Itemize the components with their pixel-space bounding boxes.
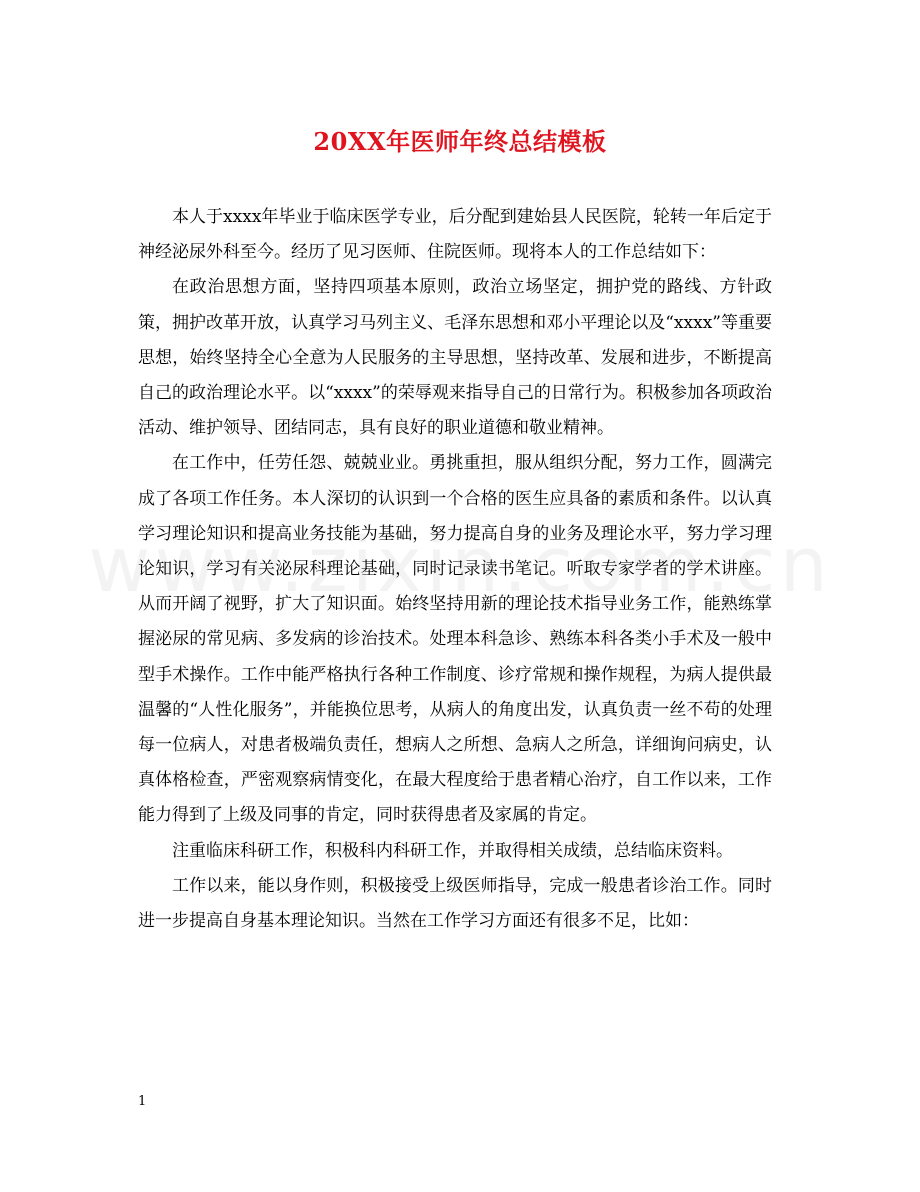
paragraph-intro: 本人于xxxx年毕业于临床医学专业，后分配到建始县人民医院，轮转一年后定于神经泌尿外科至今。经历了见习医师、住院医师。现将本人的工作总结如下： <box>138 207 772 263</box>
document-title: 20XX年医师年终总结模板 <box>313 127 607 156</box>
paragraph-work: 在工作中，任劳任怨、兢兢业业。勇挑重担，服从组织分配，努力工作，圆满完成了各项工作任务。本人深切的认识到一个合格的医生应具备的素质和条件。以认真学习理论知识和提高业务技能为基础，努力提高自身的业务及理论水平，努力学习理论知识，学习有关泌尿科理论基础，同时记录读书笔记。听取专家学者的学术讲座。从而开阔了视野，扩大了知识面。始终坚持用新的理论技术指导业务工作，能熟练掌握泌尿的常见病、多发病的诊治技术。处理本科急诊、熟练本科各类小手术及一般中型手术操作。工作中能严格执行各种工作制度、诊疗常规和操作规程，为病人提供最温馨的“人性化服务”，并能换位思考，从病人的角度出发，认真负责一丝不苟的处理每一位病人，对患者极端负责任，想病人之所想、急病人之所急，详细询问病史，认真体格检查，严密观察病情变化，在最大程度给于患者精心治疗，自工作以来，工作能力得到了上级及同事的肯定，同时获得患者及家属的肯定。 <box>138 453 772 826</box>
paragraph-conclusion: 工作以来，能以身作则，积极接受上级医师指导，完成一般患者诊治工作。同时进一步提高自身基本理论知识。当然在工作学习方面还有很多不足，比如： <box>138 875 772 932</box>
page-number: 1 <box>138 1094 147 1109</box>
paragraph-politics: 在政治思想方面，坚持四项基本原则，政治立场坚定，拥护党的路线、方针政策，拥护改革开放，认真学习马列主义、毛泽东思想和邓小平理论以及“xxxx”等重要思想，始终坚持全心全意为人民服务的主导思想，坚持改革、发展和进步，不断提高自己的政治理论水平。以“xxxx”的荣辱观来指导自己的日常行为。积极参加各项政治活动、维护领导、团结同志，具有良好的职业道德和敬业精神。 <box>138 277 772 439</box>
paragraph-research: 注重临床科研工作，积极科内科研工作，并取得相关成绩，总结临床资料。 <box>172 840 733 861</box>
document-body <box>138 200 772 939</box>
